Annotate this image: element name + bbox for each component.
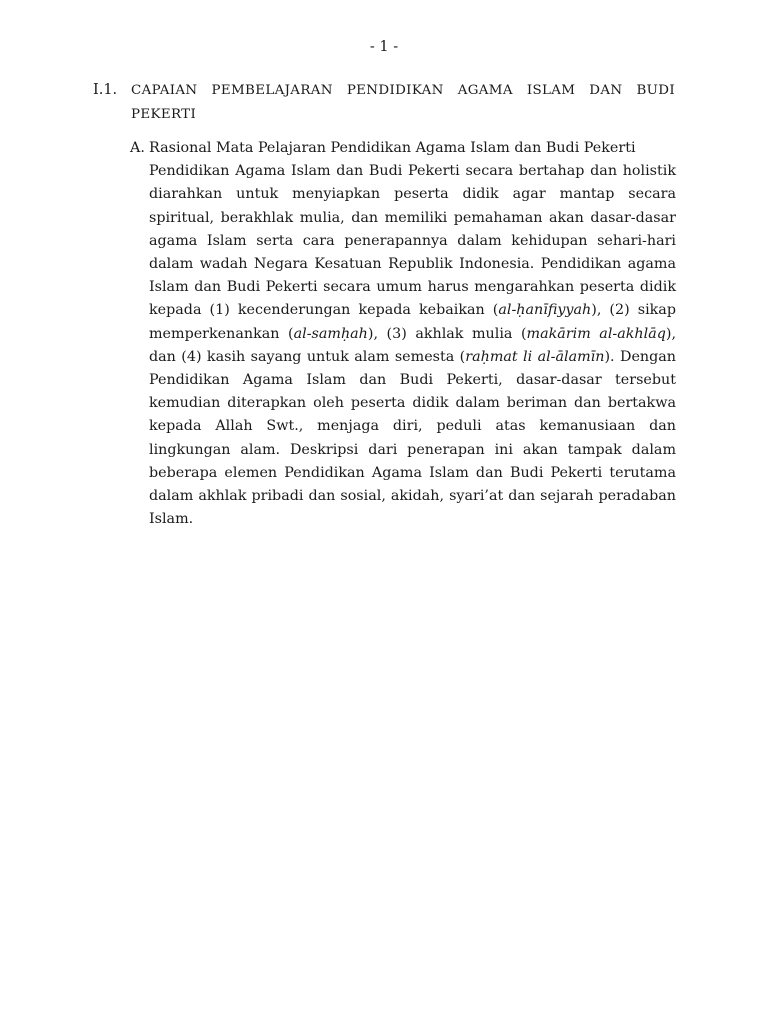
section-title: CAPAIAN PEMBELAJARAN PENDIDIKAN AGAMA ISLAM DAN BUDI PEKERTI bbox=[131, 83, 675, 122]
page-number: - 1 - bbox=[369, 39, 399, 55]
paragraph-text: ). Dengan Pendidikan Agama Islam dan Budi Pekerti, dasar-dasar tersebut kemudian diterapkan oleh peserta didik dalam beriman dan bertakwa kepada Allah Swt., menjaga diri, peduli atas kemanusiaan dan lingkungan alam. Deskripsi dari penerapan ini akan tampak dalam beberapa elemen Pendidikan Agama Islam dan Budi Pekerti terutama dalam akhlak pribadi dan sosial, akidah, syari’at dan sejarah peradaban Islam. bbox=[149, 348, 677, 528]
paragraph-text: Pendidikan Agama Islam dan Budi Pekerti secara bertahap dan holistik diarahkan untuk menyiapkan peserta didik agar mantap secara spiritual, berakhlak mulia, dan memiliki pemahaman akan dasar-dasar agama Islam serta cara penerapannya dalam kehidupan sehari-hari dalam wadah Negara Kesatuan Republik Indonesia. Pendidikan agama Islam dan Budi Pekerti secara umum harus mengarahkan peserta didik kepada (1) kecenderungan kepada kebaikan ( bbox=[149, 163, 676, 319]
paragraph-text: ), (3) akhlak mulia ( bbox=[367, 325, 527, 342]
subsection-a bbox=[130, 137, 676, 531]
paragraph-term: raḥmat li al-ālamīn bbox=[465, 348, 605, 365]
paragraph-text: ), dan (4) kasih sayang untuk alam semesta ( bbox=[149, 325, 676, 365]
paragraph-term: al-ḥanīfiyyah bbox=[498, 302, 592, 319]
subsection-title: Rasional Mata Pelajaran Pendidikan Agama Islam dan Budi Pekerti bbox=[149, 140, 636, 156]
section-number: I.1. bbox=[93, 82, 118, 98]
subsection-letter: A. bbox=[130, 140, 145, 156]
paragraph-term: al-samḥah bbox=[293, 325, 368, 342]
section-i1 bbox=[93, 79, 677, 126]
body-paragraph bbox=[149, 160, 676, 531]
paragraph-term: makārim al-akhlāq bbox=[526, 325, 666, 342]
paragraph-text: ), (2) sikap memperkenankan ( bbox=[149, 302, 676, 342]
